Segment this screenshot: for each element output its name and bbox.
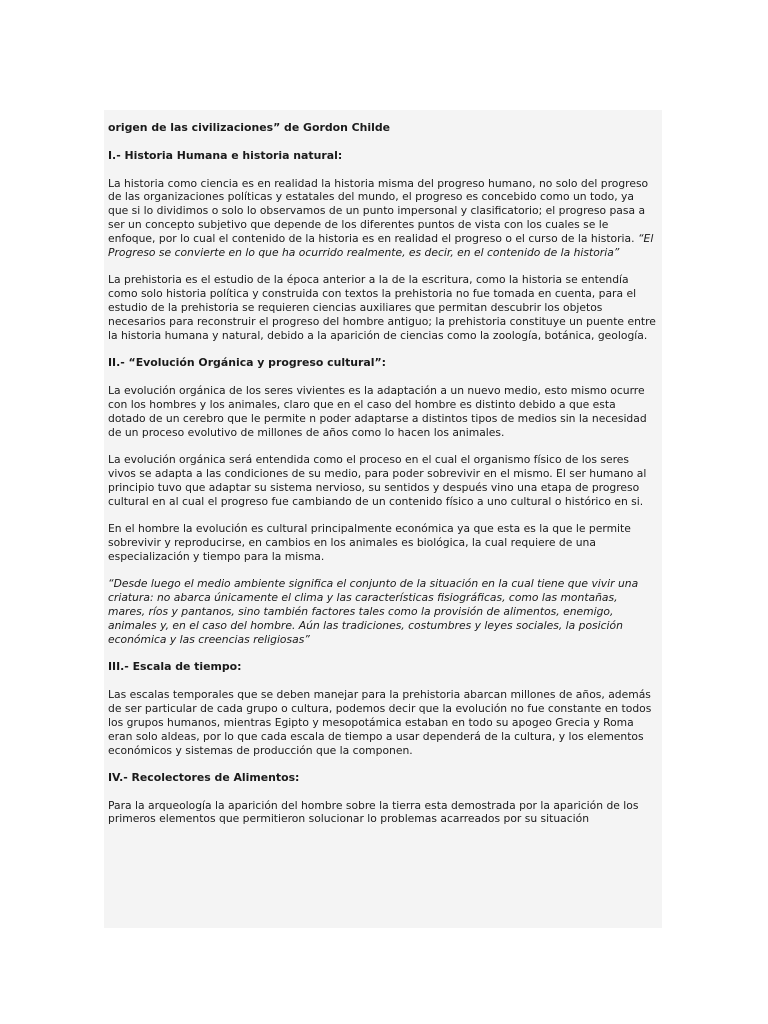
section-heading-4: IV.- Recolectores de Alimentos:: [108, 771, 300, 784]
paragraph-quote: “El Progreso se convierte en lo que ha ocurrido realmente, es decir, en el contenido de la historia”: [108, 232, 654, 260]
paragraph: Las escalas temporales que se deben manejar para la prehistoria abarcan millones de años, además de ser particular de cada grupo o cultura, podemos decir que la evolución no fue constante en todos los grupos humanos, mientras Egipto y mesopotámica estaban en todo su apogeo Grecia y Roma eran solo aldeas, por lo que cada escala de tiempo a usar dependerá de la cultura, y los elementos económicos y sistemas de producción que la componen.: [108, 687, 652, 757]
quote-paragraph: “Desde luego el medio ambiente significa el conjunto de la situación en la cual tiene que vivir una criatura: no abarca únicamente el clima y las características fisiográficas, como las montañas, mares, ríos y pantanos, sino también factores tales como la provisión de alimentos, enemigo, animales y, en el caso del hombre. Aún las tradiciones, costumbres y leyes sociales, la posición económica y las creencias religiosas”: [108, 577, 639, 647]
section-heading-3: III.- Escala de tiempo:: [108, 660, 242, 674]
document-content: [108, 121, 656, 840]
document-page: [104, 110, 662, 928]
paragraph: Para la arqueología la aparición del hombre sobre la tierra esta demostrada por la aparición de los primeros elementos que permitieron solucionar lo problemas acarreados por su situación: [108, 798, 639, 826]
paragraph: En el hombre la evolución es cultural principalmente económica ya que esta es la que le permite sobrevivir y reproducirse, en cambios en los animales es biológica, la cual requiere de una especialización y tiempo para la misma.: [108, 522, 631, 564]
section-heading-2: II.- “Evolución Orgánica y progreso cultural”:: [108, 356, 387, 370]
paragraph: La evolución orgánica de los seres vivientes es la adaptación a un nuevo medio, esto mismo ocurre con los hombres y los animales, claro que en el caso del hombre es distinto debido a que esta dotado de un cerebro que le permite n poder adaptarse a distintos tipos de medios sin la necesidad de un proceso evolutivo de millones de años como lo hacen los animales.: [108, 383, 647, 439]
paragraph: La evolución orgánica será entendida como el proceso en el cual el organismo físico de los seres vivos se adapta a las condiciones de su medio, para poder sobrevivir en el mismo. El ser humano al principio tuvo que adaptar su sistema nervioso, su sentidos y después vino una etapa de progreso cultural en al cual el progreso fue cambiando de un contenido físico a uno cultural o histórico en si.: [108, 453, 647, 508]
paragraph: [108, 177, 656, 260]
paragraph: La prehistoria es el estudio de la época anterior a la de la escritura, como la historia se entendía como solo historia política y construida con textos la prehistoria no fue tomada en cuenta, para el estudio de la prehistoria se requieren ciencias auxiliares que permitan descubrir los objetos necesarios para reconstruir el progreso del hombre antiguo; la prehistoria constituye un puente entre la historia humana y natural, debido a la aparición de ciencias como la zoología, botánica, geología.: [108, 273, 656, 343]
section-heading-1: I.- Historia Humana e historia natural:: [108, 149, 343, 162]
document-title: origen de las civilizaciones” de Gordon Childe: [108, 121, 391, 134]
paragraph-text: La historia como ciencia es en realidad la historia misma del progreso humano, no solo del progreso de las organizaciones políticas y estatales del mundo, el progreso es concebido como un todo, ya que si lo dividimos o solo lo observamos de un punto impersonal y clasificatorio; el progreso pasa a ser un concepto subjetivo que depende de los diferentes puntos de vista con los cuales se le enfoque, por lo cual el contenido de la historia es en realidad el progreso o el curso de la historia.: [108, 176, 649, 246]
